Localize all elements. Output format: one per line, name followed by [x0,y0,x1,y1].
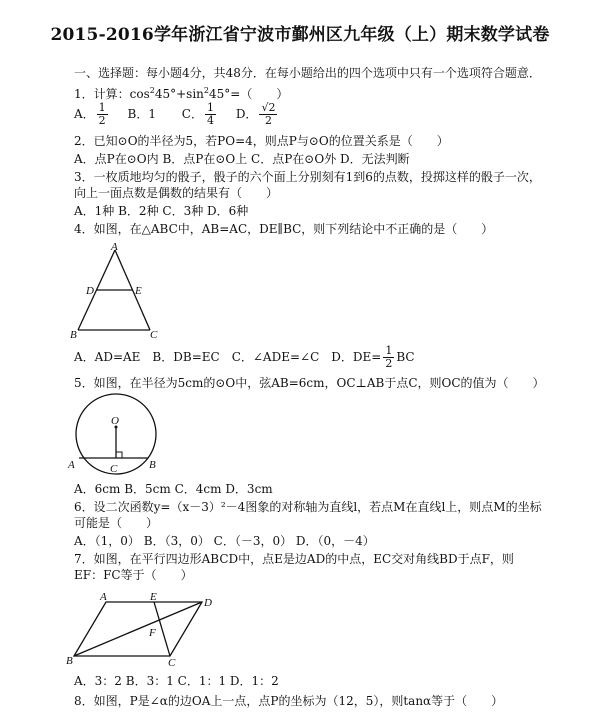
q5-circle-figure [66,392,166,478]
q5-label-b: B [149,459,156,471]
q5-stem: 5．如图，在半径为5cm的⊙O中，弦AB=6cm，OC⊥AB于点C，则OC的值为（ ） [74,376,545,390]
q4-stem: 4．如图，在△ABC中，AB=AC，DE∥BC，则下列结论中不正确的是（ ） [74,222,494,236]
q2-stem: 2．已知⊙O的半径为5，若PO=4，则点P与⊙O的位置关系是（ ） [74,134,449,148]
q4-label-c: C [150,329,158,340]
page-title: 2015-2016学年浙江省宁波市鄞州区九年级（上）期末数学试卷 [50,25,550,45]
q1-option-c: C． $\frac{1}{4}$ [181,101,214,127]
q4-triangle-figure [66,240,166,340]
q8-stem: 8．如图，P是∠α的边OA上一点，点P的坐标为（12，5），则tanα等于（ ） [74,694,504,708]
q6-stem-1: 6．设二次函数y=（x－3）²－4图象的对称轴为直线l，若点M在直线l上，则点M的坐标 [74,500,542,514]
q7-label-f: F [149,627,156,639]
q5-right-angle-mark [116,452,122,458]
q1-options [74,102,279,127]
q7-stem-1: 7．如图，在平行四边形ABCD中，点E是边AD的中点，EC交对角线BD于点F，则 [74,552,514,566]
q4-label-d: D [86,285,94,297]
q4-label-e: E [135,285,142,297]
q6-stem-2: 可能是（ ） [74,516,159,530]
q3-stem-1: 3．一枚质地均匀的骰子，骰子的六个面上分别刻有1到6的点数，投掷这样的骰子一次， [74,170,541,184]
q3-options: A．1种 B．2种 C．3种 D．6种 [74,204,249,218]
q2-options: A．点P在⊙O内 B．点P在⊙O上 C．点P在⊙O外 D．无法判断 [74,152,410,166]
q5-label-o: O [111,415,119,427]
q1-stem: 1．计算：$\cos^245^\circ+\sin^245^\circ=$（ ） [74,86,289,101]
q7-label-e: E [150,591,157,603]
q6-options: A．（1，0） B．（3，0） C．（－3，0） D．（0，－4） [74,534,375,548]
q1-option-b: B．1 [127,107,156,121]
q7-label-a: A [100,591,107,603]
q5-label-c: C [110,463,118,475]
q1-option-d: D． $\frac{√2}{2}$ [235,101,276,127]
section-heading: 一、选择题：每小题4分，共48分．在每小题给出的四个选项中只有一个选项符合题意． [74,66,541,80]
q1-option-a: A． $\frac{1}{2}$ [74,101,106,127]
q4-label-a: A [111,241,118,253]
q4-label-b: B [70,329,77,340]
q7-options: A．3：2 B．3：1 C．1：1 D．1：2 [74,674,279,688]
q5-label-a: A [68,459,75,471]
q3-stem-2: 向上一面点数是偶数的结果有（ ） [74,186,279,200]
q7-parallelogram-figure [66,588,216,668]
q4-options: A．AD=AE B．DB=EC C．∠ADE=∠C D．DE= $\frac{1}{2}$ BC [74,344,415,370]
q7-segment-ec [154,602,170,656]
q5-options: A．6cm B．5cm C．4cm D．3cm [74,482,273,496]
q7-label-c: C [168,657,176,668]
q7-label-d: D [204,597,212,609]
q7-label-b: B [66,655,73,667]
q7-stem-2: EF：FC等于（ ） [74,568,193,582]
q7-diagonal-bd [74,602,202,656]
